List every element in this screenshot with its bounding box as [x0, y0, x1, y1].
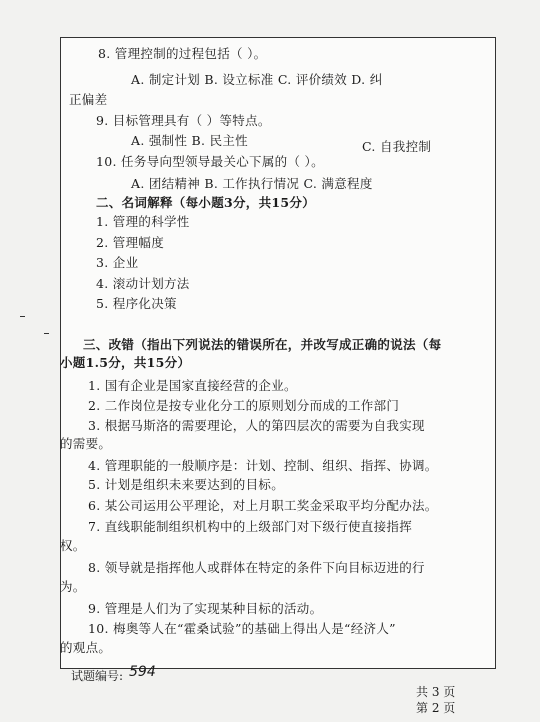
question-10: 10. 任务导向型领导最关心下属的（ ）。	[96, 154, 324, 169]
question-9-option-c: C. 自我控制	[362, 139, 432, 154]
margin-mark	[20, 316, 25, 317]
term-item: 4. 滚动计划方法	[96, 276, 190, 291]
exam-code-value: 594	[129, 664, 156, 680]
page-number: 第 2 页	[416, 701, 456, 715]
question-9-options-ab: A. 强制性 B. 民主性	[131, 133, 248, 148]
question-9: 9. 目标管理具有（ ）等特点。	[96, 113, 271, 128]
correction-item-continuation: 的观点。	[60, 640, 112, 655]
term-item: 1. 管理的科学性	[96, 214, 190, 229]
total-pages: 共 3 页	[416, 685, 456, 699]
section-3-heading-line2: 小题1.5分，共15分）	[60, 355, 191, 370]
section-2-heading: 二、名词解释（每小题3分，共15分）	[96, 195, 315, 210]
question-8-continuation: 正偏差	[69, 92, 108, 107]
question-8-options: A. 制定计划 B. 设立标准 C. 评价绩效 D. 纠	[131, 72, 383, 87]
correction-item: 7. 直线职能制组织机构中的上级部门对下级行使直接指挥	[88, 519, 413, 534]
correction-item: 1. 国有企业是国家直接经营的企业。	[88, 378, 297, 393]
correction-item: 3. 根据马斯洛的需要理论，人的第四层次的需要为自我实现	[88, 418, 425, 433]
term-item: 5. 程序化决策	[96, 296, 177, 311]
correction-item: 6. 某公司运用公平理论，对上月职工奖金采取平均分配办法。	[88, 498, 438, 513]
correction-item-continuation: 的需要。	[60, 436, 112, 451]
correction-item-continuation: 为。	[60, 579, 86, 594]
section-3-heading-line1: 三、改错（指出下列说法的错误所在，并改写成正确的说法（每	[83, 337, 442, 352]
correction-item: 4. 管理职能的一般顺序是：计划、控制、组织、指挥、协调。	[88, 458, 438, 473]
term-item: 3. 企业	[96, 255, 139, 270]
question-8: 8. 管理控制的过程包括（ ）。	[98, 46, 267, 61]
exam-code-label: 试题编号:	[71, 669, 124, 683]
question-10-options: A. 团结精神 B. 工作执行情况 C. 满意程度	[131, 176, 373, 191]
correction-item: 10. 梅奥等人在“霍桑试验”的基础上得出人是“经济人”	[88, 621, 396, 636]
correction-item: 2. 二作岗位是按专业化分工的原则划分而成的工作部门	[88, 398, 400, 413]
correction-item: 8. 领导就是指挥他人或群体在特定的条件下向目标迈进的行	[88, 560, 425, 575]
correction-item-continuation: 权。	[60, 538, 86, 553]
margin-mark	[44, 333, 49, 334]
correction-item: 5. 计划是组织未来要达到的目标。	[88, 477, 285, 492]
correction-item: 9. 管理是人们为了实现某种目标的活动。	[88, 601, 323, 616]
term-item: 2. 管理幅度	[96, 235, 164, 250]
